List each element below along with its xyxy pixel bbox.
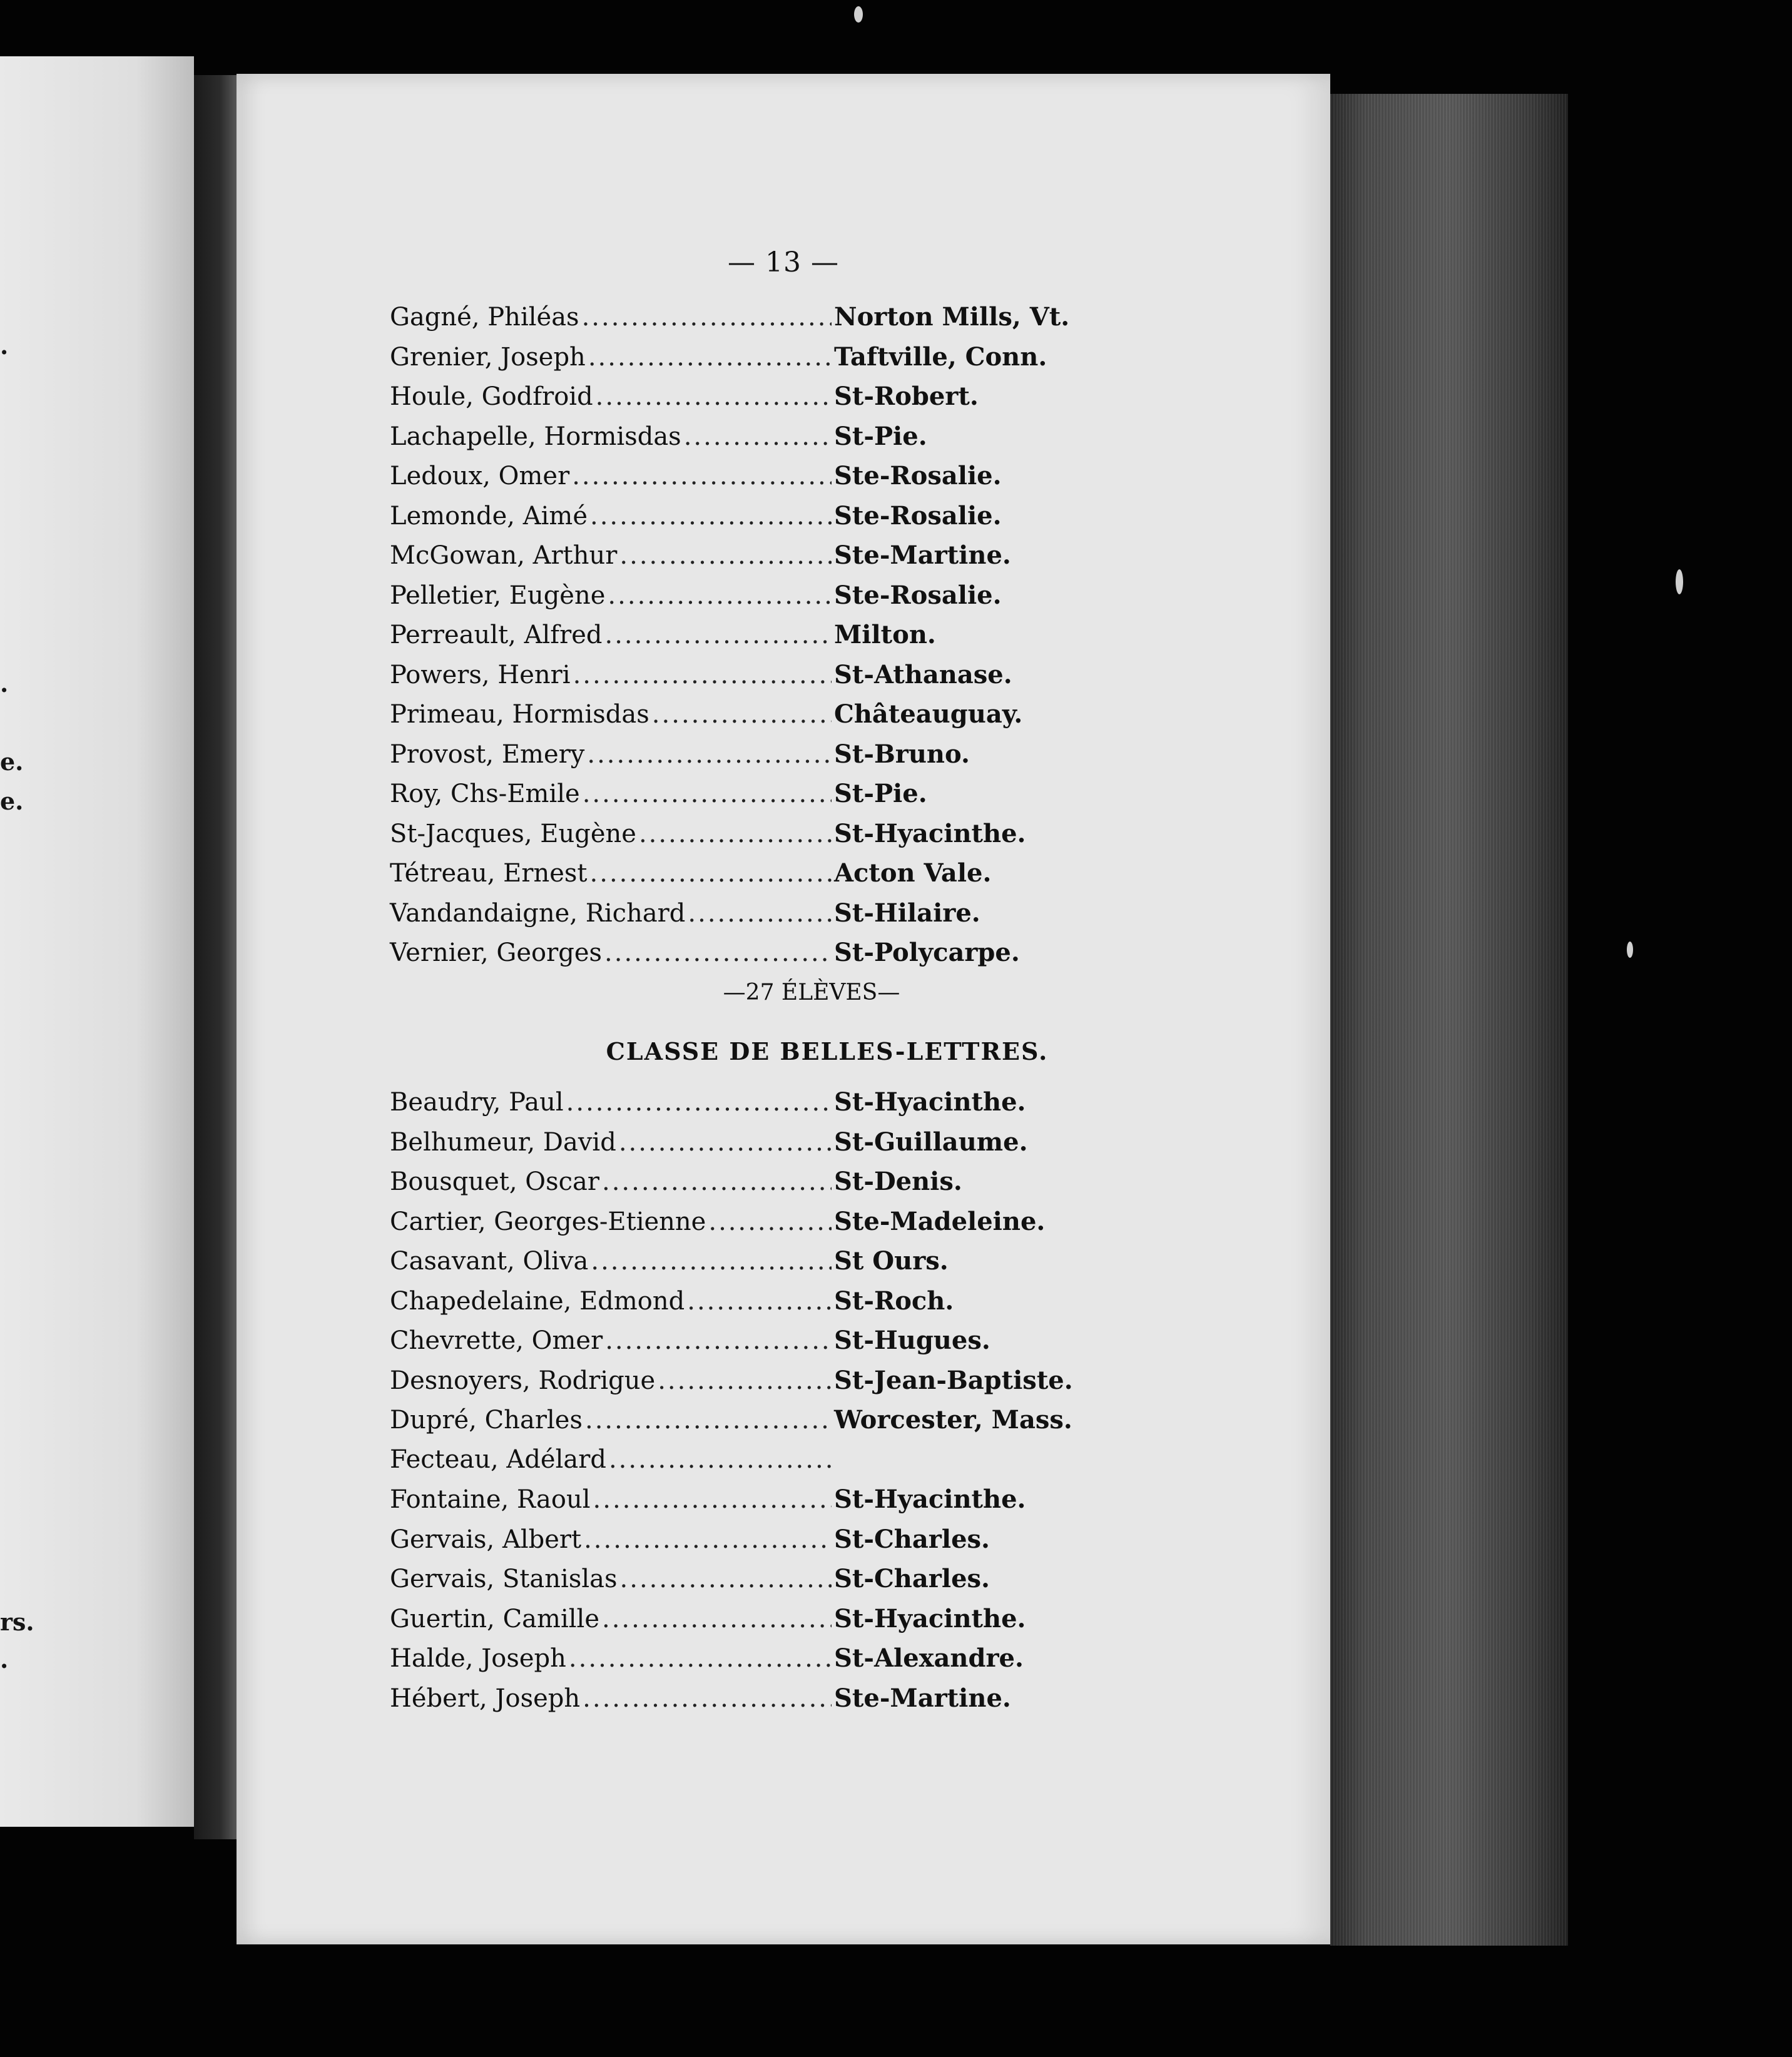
student-place: Milton.: [834, 620, 936, 649]
left-page-fragment: rs.: [0, 1608, 34, 1636]
dot-leader: [620, 1565, 832, 1593]
student-name: Beaudry, Paul: [390, 1088, 564, 1117]
student-place: Ste-Rosalie.: [834, 580, 1002, 610]
student-name: McGowan, Arthur: [390, 541, 618, 570]
dot-leader: [569, 1644, 832, 1673]
student-name: Casavant, Oliva: [390, 1247, 589, 1276]
student-name: Bousquet, Oscar: [390, 1167, 599, 1196]
student-place: Châteauguay.: [834, 699, 1023, 729]
dot-leader: [602, 1167, 832, 1196]
student-place: St-Pie.: [834, 779, 927, 808]
student-name: Halde, Joseph: [390, 1644, 566, 1673]
student-name: Ledoux, Omer: [390, 462, 570, 490]
list-item: [390, 660, 1091, 700]
student-place: Ste-Rosalie.: [834, 461, 1002, 490]
dot-leader: [566, 1088, 832, 1117]
page-edges: [1330, 94, 1568, 1946]
dot-leader: [619, 541, 832, 570]
student-place: Worcester, Mass.: [834, 1405, 1072, 1435]
page-number: — 13 —: [728, 246, 839, 278]
list-item: [390, 938, 1091, 978]
gutter-shadow: [194, 75, 238, 1839]
list-item: [390, 342, 1091, 382]
left-page-fragment: .: [0, 332, 9, 360]
student-name: Grenier, Joseph: [390, 342, 586, 372]
list-item: [390, 302, 1091, 342]
list-item: [390, 699, 1091, 739]
student-name: Provost, Emery: [390, 739, 585, 769]
student-place: St-Guillaume.: [834, 1127, 1028, 1157]
student-name: Lemonde, Aimé: [390, 501, 588, 531]
left-page-fragment: .: [0, 1645, 9, 1674]
left-page-fragment: e.: [0, 748, 24, 776]
student-place: St-Roch.: [834, 1286, 954, 1316]
list-item: [390, 1246, 1091, 1286]
list-item: [390, 422, 1091, 462]
student-name: Dupré, Charles: [390, 1406, 583, 1435]
list-item: [390, 739, 1091, 780]
student-name: Roy, Chs-Emile: [390, 780, 580, 808]
dot-leader: [593, 1485, 832, 1514]
list-item: [390, 461, 1091, 501]
dot-leader: [584, 1525, 832, 1554]
left-page: [0, 56, 194, 1827]
dot-leader: [582, 303, 832, 332]
dot-leader: [609, 1445, 832, 1474]
list-item: [390, 1326, 1091, 1366]
dot-leader: [583, 780, 832, 808]
dot-leader: [684, 422, 832, 451]
student-name: St-Jacques, Eugène: [390, 819, 636, 848]
dot-leader: [708, 1207, 832, 1236]
student-place: Norton Mills, Vt.: [834, 302, 1070, 332]
student-name: Gervais, Stanislas: [390, 1565, 618, 1593]
student-name: Tétreau, Ernest: [390, 859, 588, 888]
student-name: Gervais, Albert: [390, 1525, 582, 1554]
student-name: Perreault, Alfred: [390, 621, 603, 649]
dot-leader: [588, 343, 832, 372]
dot-leader: [604, 938, 832, 967]
student-place: St-Hyacinthe.: [834, 1485, 1026, 1514]
dot-leader: [587, 740, 832, 769]
student-place: St-Hyacinthe.: [834, 1087, 1026, 1117]
student-name: Gagné, Philéas: [390, 303, 579, 332]
student-place: St-Charles.: [834, 1564, 990, 1593]
list-item: [390, 1087, 1091, 1127]
list-item: [390, 581, 1091, 621]
student-place: St-Robert.: [834, 382, 979, 411]
list-item: [390, 1366, 1091, 1406]
dot-leader: [658, 1366, 832, 1395]
student-name: Belhumeur, David: [390, 1127, 616, 1157]
student-place: St-Denis.: [834, 1167, 962, 1196]
student-place: St Ours.: [834, 1246, 949, 1276]
left-page-fragment: e.: [0, 787, 24, 815]
student-place: St-Hugues.: [834, 1326, 990, 1355]
student-place: St-Polycarpe.: [834, 938, 1020, 967]
student-name: Lachapelle, Hormisdas: [390, 422, 681, 451]
student-name: Hébert, Joseph: [390, 1684, 581, 1713]
dot-leader: [590, 859, 832, 888]
dot-leader: [619, 1128, 832, 1157]
student-place: St-Hyacinthe.: [834, 818, 1026, 848]
section-title: CLASSE DE BELLES-LETTRES.: [606, 1037, 1049, 1065]
student-place: Ste-Madeleine.: [834, 1206, 1046, 1236]
student-place: Ste-Rosalie.: [834, 500, 1002, 531]
student-place: St-Hilaire.: [834, 898, 980, 928]
list-item: [390, 1643, 1091, 1684]
student-name: Houle, Godfroid: [390, 382, 593, 411]
list-item: [390, 1485, 1091, 1525]
student-place: St-Hyacinthe.: [834, 1603, 1026, 1633]
list-item: [390, 1445, 1091, 1485]
dot-leader: [573, 661, 832, 689]
dot-leader: [639, 820, 832, 848]
student-name: Fecteau, Adélard: [390, 1445, 606, 1474]
dot-leader: [591, 1247, 832, 1276]
student-place: St-Athanase.: [834, 659, 1012, 689]
student-count: —27 ÉLÈVES—: [723, 980, 900, 1005]
list-item: [390, 1604, 1091, 1644]
list-item: [390, 1167, 1091, 1207]
student-place: Ste-Martine.: [834, 541, 1011, 570]
student-name: Cartier, Georges-Etienne: [390, 1207, 706, 1236]
right-page: [237, 74, 1330, 1944]
student-place: St-Bruno.: [834, 739, 970, 769]
student-name: Chevrette, Omer: [390, 1326, 603, 1355]
dot-leader: [652, 700, 832, 729]
list-item: [390, 779, 1091, 819]
student-name: Desnoyers, Rodrigue: [390, 1366, 656, 1395]
dot-leader: [688, 899, 832, 928]
dot-leader: [585, 1406, 832, 1435]
dust-speck: [854, 6, 863, 23]
student-name: Fontaine, Raoul: [390, 1485, 591, 1514]
student-name: Chapedelaine, Edmond: [390, 1286, 685, 1316]
student-name: Guertin, Camille: [390, 1604, 599, 1633]
dust-speck: [1627, 942, 1633, 958]
dust-speck: [1676, 569, 1683, 594]
dot-leader: [596, 382, 832, 411]
list-item: [390, 1405, 1091, 1445]
student-place: St-Jean-Baptiste.: [834, 1365, 1073, 1395]
left-page-fragment: .: [0, 669, 9, 698]
student-name: Powers, Henri: [390, 660, 571, 689]
student-name: Vernier, Georges: [390, 938, 603, 967]
list-item: [390, 1286, 1091, 1326]
list-item: [390, 1684, 1091, 1724]
list-item: [390, 1207, 1091, 1247]
list-item: [390, 858, 1091, 898]
student-name: Pelletier, Eugène: [390, 581, 606, 610]
student-place: Ste-Martine.: [834, 1683, 1011, 1713]
list-item: [390, 620, 1091, 660]
dot-leader: [583, 1684, 832, 1713]
student-name: Primeau, Hormisdas: [390, 700, 649, 729]
list-item: [390, 1525, 1091, 1565]
student-list-2: [390, 1087, 1091, 1723]
dot-leader: [605, 621, 832, 649]
dot-leader: [602, 1605, 832, 1633]
dot-leader: [605, 1326, 832, 1355]
list-item: [390, 382, 1091, 422]
student-place: St-Alexandre.: [834, 1643, 1024, 1673]
student-list-1: [390, 302, 1091, 978]
list-item: [390, 1127, 1091, 1167]
dot-leader: [572, 462, 832, 490]
dot-leader: [590, 502, 832, 531]
student-place: St-Charles.: [834, 1524, 990, 1554]
list-item: [390, 1564, 1091, 1604]
list-item: [390, 541, 1091, 581]
student-place: St-Pie.: [834, 421, 927, 451]
dot-leader: [687, 1287, 832, 1316]
student-place: Taftville, Conn.: [834, 342, 1047, 372]
student-name: Vandandaigne, Richard: [390, 898, 686, 928]
student-place: Acton Vale.: [834, 858, 992, 888]
list-item: [390, 819, 1091, 859]
dot-leader: [608, 581, 832, 610]
list-item: [390, 501, 1091, 541]
list-item: [390, 898, 1091, 938]
